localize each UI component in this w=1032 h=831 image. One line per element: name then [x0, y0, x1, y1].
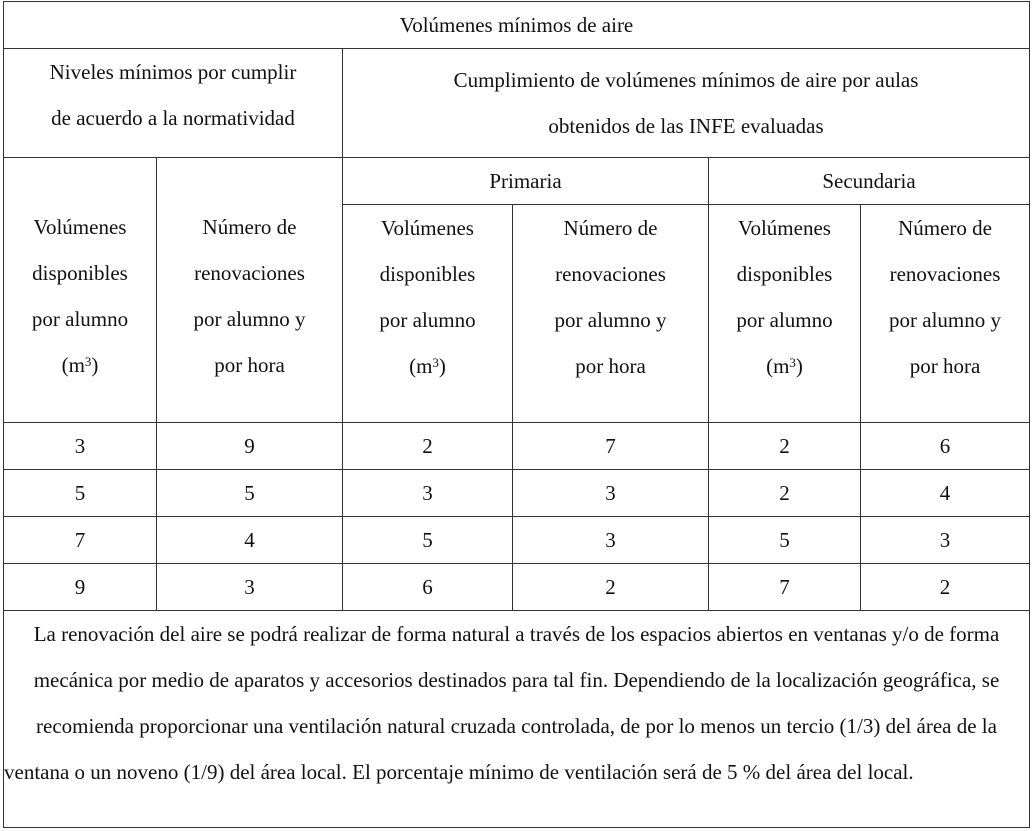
cell: 5 — [343, 516, 513, 563]
cell: 3 — [157, 563, 343, 610]
primaria-volumes-header: Volúmenes disponibles por alumno $(m^3)$ — [343, 205, 513, 422]
table-title: Volúmenes mínimos de aire — [4, 2, 1030, 49]
norm-header-line-2: de acuerdo a la normatividad — [51, 106, 295, 130]
cell: 3 — [861, 516, 1030, 563]
infe-header-line-2: obtenidos de las INFE evaluadas — [548, 114, 824, 139]
cell: 5 — [4, 469, 157, 516]
norm-header — [4, 49, 343, 158]
cell: 5 — [709, 516, 861, 563]
cell: 4 — [157, 516, 343, 563]
norm-volumes-header: Volúmenes disponibles por alumno $(m^3)$ — [4, 158, 157, 422]
cell: 3 — [4, 422, 157, 469]
cell: 2 — [709, 469, 861, 516]
cell: 2 — [861, 563, 1030, 610]
cell: 2 — [343, 422, 513, 469]
secundaria-renovations-header: Número de renovaciones por alumno y por hora — [861, 205, 1030, 422]
cell: 4 — [861, 469, 1030, 516]
secundaria-volumes-header: Volúmenes disponibles por alumno $(m^3)$ — [709, 205, 861, 422]
cell: 6 — [861, 422, 1030, 469]
group-primaria: Primaria — [343, 158, 709, 205]
table-row — [4, 422, 1030, 469]
cell: 2 — [513, 563, 709, 610]
cell: 2 — [709, 422, 861, 469]
infe-header — [343, 49, 1030, 158]
cell: 5 — [157, 469, 343, 516]
table-row — [4, 563, 1030, 610]
cell: 3 — [343, 469, 513, 516]
air-volume-table — [3, 1, 1030, 828]
norm-renovations-header: Número de renovaciones por alumno y por hora — [157, 158, 343, 422]
cell: 3 — [513, 516, 709, 563]
norm-header-line-1: Niveles mínimos por cumplir — [49, 60, 297, 84]
cell: 7 — [709, 563, 861, 610]
cell: 7 — [4, 516, 157, 563]
cell: 9 — [4, 563, 157, 610]
cell: 6 — [343, 563, 513, 610]
group-secundaria: Secundaria — [709, 158, 1030, 205]
ventilation-note: La renovación del aire se podrá realizar de forma natural a través de los espacios abiertos en ventanas y/o de forma mecánica por medio de aparatos y accesorios destinados para tal fin. Dependiendo de la localización geográfica, se recomienda proporcionar una ventilación natural cruzada controlada, de por lo menos un tercio (1/3) del área de la ventana o un noveno (1/9) del área local. El porcentaje mínimo de ventilación será de 5 % del área del local. — [4, 610, 1030, 827]
cell: 9 — [157, 422, 343, 469]
table-row — [4, 516, 1030, 563]
cell: 3 — [513, 469, 709, 516]
primaria-renovations-header: Número de renovaciones por alumno y por hora — [513, 205, 709, 422]
cell: 7 — [513, 422, 709, 469]
table-row — [4, 469, 1030, 516]
infe-header-line-1: Cumplimiento de volúmenes mínimos de aire por aulas — [453, 68, 919, 93]
